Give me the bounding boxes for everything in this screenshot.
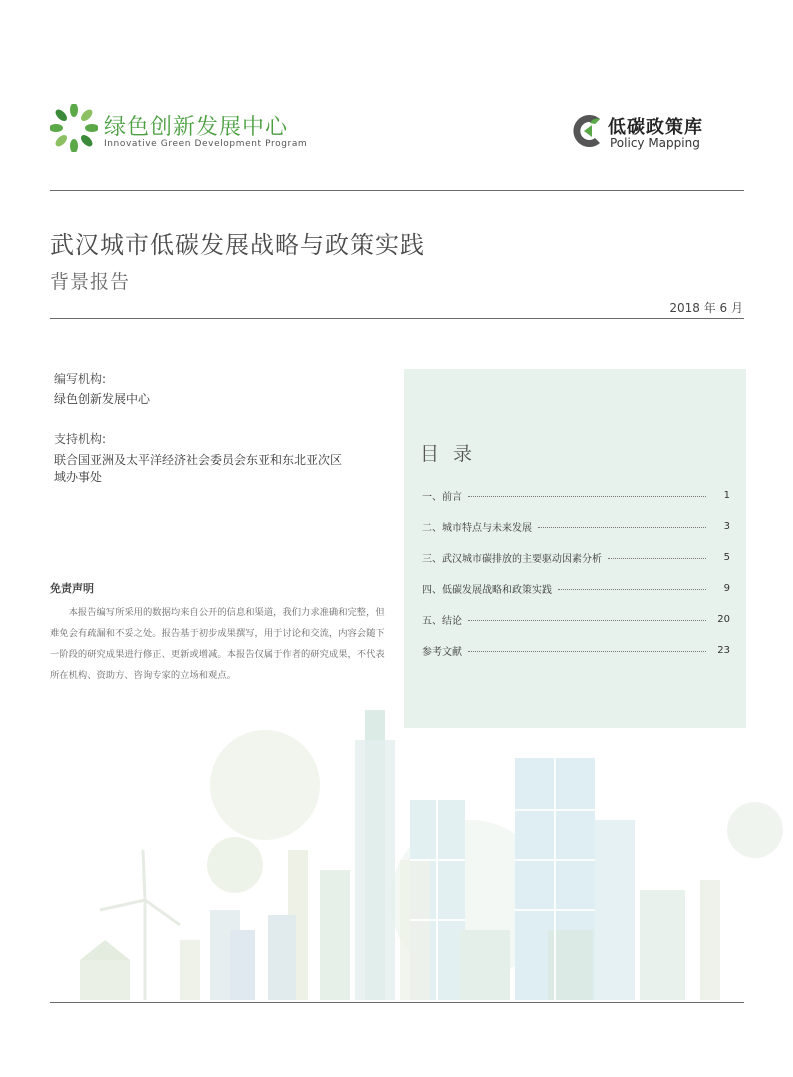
toc-item[interactable] [422,549,730,565]
toc-item-label: 参考文献 [422,646,462,658]
city-skyline-illustration [0,700,793,1005]
toc-item-label: 二、城市特点与未来发展 [422,522,532,534]
support-value: 联合国亚洲及太平洋经济社会委员会东亚和东北亚次区域办事处 [54,453,343,484]
toc-dot-leader [468,651,706,652]
toc-item[interactable] [422,611,730,627]
policy-mapping-logo-icon [570,111,606,151]
toc-item-label: 三、武汉城市碳排放的主要驱动因素分析 [422,553,602,565]
report-date: 2018 年 6 月 [669,301,743,315]
toc-item-page: 3 [723,520,730,532]
toc-item[interactable] [422,642,730,658]
support-label: 支持机构: [54,432,107,446]
toc-dot-leader [538,527,706,528]
toc-item-label: 一、前言 [422,491,462,503]
toc-item-page: 1 [723,489,730,501]
toc-item[interactable] [422,487,730,503]
toc-dot-leader [468,496,706,497]
title-divider [50,318,744,319]
report-title: 武汉城市低碳发展战略与政策实践 [50,231,425,259]
toc-item-page: 9 [723,582,730,594]
top-divider [50,190,744,191]
igdp-name-cn: 绿色创新发展中心 [104,115,289,140]
disclaimer-body: 本报告编写所采用的数据均来自公开的信息和渠道，我们力求准确和完整，但难免会有疏漏和不妥之处。报告基于初步成果撰写，用于讨论和交流，内容会随下一阶段的研究成果进行修正、更新或增减。本报告仅属于作者的研究成果，不代表所在机构、资助方、咨询专家的立场和观点。 [50,607,385,681]
toc-item-page: 20 [717,613,730,625]
toc-item[interactable] [422,518,730,534]
policy-mapping-name-cn: 低碳政策库 [608,117,703,138]
author-value: 绿色创新发展中心 [54,392,151,406]
toc-item-page: 5 [723,551,730,563]
toc-item-label: 四、低碳发展战略和政策实践 [422,584,552,596]
toc-dot-leader [608,558,706,559]
toc-item-label: 五、结论 [422,615,462,627]
report-subtitle: 背景报告 [50,271,131,293]
igdp-leaf-logo-icon [50,104,98,152]
policy-mapping-name-en: Policy Mapping [610,136,700,150]
toc-item-page: 23 [717,644,730,656]
toc-heading: 目 录 [420,443,477,465]
toc-dot-leader [468,620,706,621]
author-label: 编写机构: [54,372,107,386]
toc-item[interactable] [422,580,730,596]
toc-dot-leader [558,589,706,590]
table-of-contents-panel [404,369,746,728]
disclaimer-title: 免责声明 [50,582,94,595]
igdp-name-en: Innovative Green Development Program [104,139,308,149]
